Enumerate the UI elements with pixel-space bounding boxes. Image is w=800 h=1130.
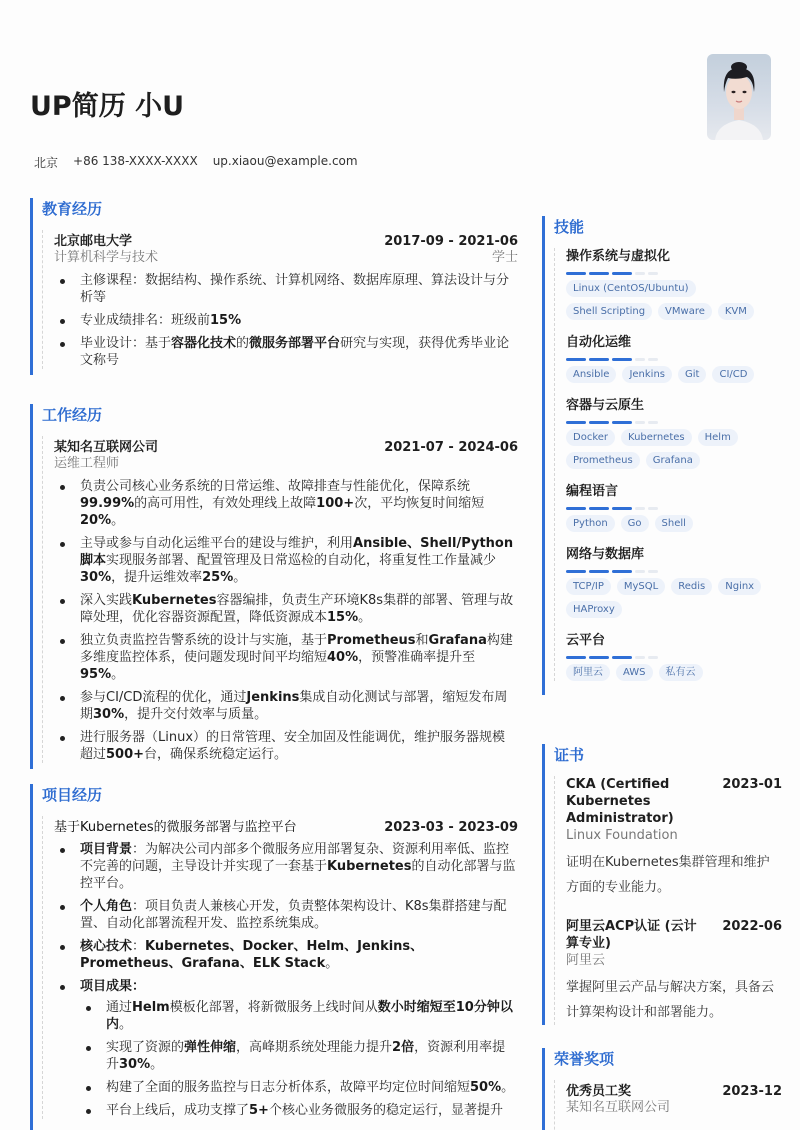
list-item: 核心技术：Kubernetes、Docker、Helm、Jenkins、Prometheus、Grafana、ELK Stack。 <box>54 938 518 972</box>
job-role: 运维工程师 <box>54 456 120 471</box>
skill-group <box>566 397 782 469</box>
contact-phone: +86 138-XXXX-XXXX <box>73 154 198 168</box>
skill-level-indicator <box>566 656 782 659</box>
skill-group <box>566 248 782 320</box>
certificate-description: 掌握阿里云产品与解决方案，具备云计算架构设计和部署能力。 <box>566 980 775 1020</box>
list-item: 主导或参与自动化运维平台的建设与维护，利用Ansible、Shell/Python脚本实现服务部署、配置管理及日常巡检的自动化，将重复性工作量减少30%，提升运维效率25%。 <box>54 535 518 586</box>
skill-group <box>566 546 782 618</box>
contact-info <box>34 154 358 171</box>
skill-tags <box>566 578 782 618</box>
level-bar <box>589 656 609 659</box>
skill-tag: Python <box>566 515 615 532</box>
level-bar <box>589 358 609 361</box>
skill-tag: Ansible <box>566 366 616 383</box>
certificate-date: 2022-06 <box>722 919 782 934</box>
school-name: 北京邮电大学 <box>54 234 133 249</box>
skill-tag: 私有云 <box>659 664 703 681</box>
skill-level-indicator <box>566 507 782 510</box>
portrait-image <box>707 54 771 140</box>
award-date: 2023-12 <box>722 1084 782 1099</box>
level-bar <box>612 507 632 510</box>
skill-tag: Shell Scripting <box>566 303 652 320</box>
skill-tag: Redis <box>671 578 712 595</box>
section-title: 技能 <box>554 218 585 236</box>
skill-tag: Nginx <box>718 578 761 595</box>
skill-tag: KVM <box>718 303 754 320</box>
award-name: 优秀员工奖 <box>566 1084 632 1099</box>
skill-tag: Git <box>678 366 706 383</box>
list-item: 实现了资源的弹性伸缩，高峰期系统处理能力提升2倍，资源利用率提升30%。 <box>80 1039 518 1073</box>
skill-tag: HAProxy <box>566 601 622 618</box>
certificate-name: CKA (Certified Kubernetes Administrator) <box>566 777 674 826</box>
skill-tags <box>566 664 782 681</box>
list-item: 平台上线后，成功支撑了5+个核心业务微服务的稳定运行，显著提升 <box>80 1102 518 1119</box>
section-skills <box>542 216 782 695</box>
level-bar <box>589 507 609 510</box>
major: 计算机科学与技术 <box>54 250 159 265</box>
skill-tags <box>566 429 782 469</box>
skill-group <box>566 334 782 383</box>
certificate-issuer: Linux Foundation <box>566 828 678 843</box>
project-date: 2023-03 - 2023-09 <box>384 820 518 835</box>
level-bar <box>566 358 586 361</box>
resume-header <box>30 84 184 123</box>
list-item: 通过Helm模板化部署，将新微服务上线时间从数小时缩短至10分钟以内。 <box>80 999 518 1033</box>
section-projects <box>30 784 518 1130</box>
list-item <box>54 978 518 1119</box>
skill-tags <box>566 515 782 532</box>
list-item: 深入实践Kubernetes容器编排，负责生产环境K8s集群的部署、管理与故障处理，优化容器资源配置，降低资源成本15%。 <box>54 592 518 626</box>
awards-list <box>554 1080 782 1130</box>
certificate-date: 2023-01 <box>722 777 782 792</box>
level-bar <box>648 272 658 275</box>
contact-email: up.xiaou@example.com <box>212 154 358 168</box>
level-bar <box>635 421 645 424</box>
list-item: 专业成绩排名：班级前15% <box>54 312 518 329</box>
results-bullets <box>80 999 518 1119</box>
skill-tag: Helm <box>698 429 738 446</box>
skill-tag: Shell <box>655 515 693 532</box>
skill-group-name: 编程语言 <box>566 484 619 499</box>
certificate-item <box>566 918 782 1025</box>
work-entry <box>42 436 518 763</box>
section-title: 荣誉奖项 <box>554 1050 615 1068</box>
education-date: 2017-09 - 2021-06 <box>384 234 518 249</box>
certificates-list <box>554 776 782 1025</box>
level-bar <box>612 421 632 424</box>
level-bar <box>635 570 645 573</box>
skill-group-name: 自动化运维 <box>566 335 632 350</box>
skill-group-name: 云平台 <box>566 633 606 648</box>
level-bar <box>648 570 658 573</box>
work-bullets <box>54 478 518 763</box>
skill-tag: Linux (CentOS/Ubuntu) <box>566 280 696 297</box>
list-item: 毕业设计：基于容器化技术的微服务部署平台研究与实现，获得优秀毕业论文称号 <box>54 335 518 369</box>
skill-group-name: 网络与数据库 <box>566 547 645 562</box>
profile-photo <box>707 54 771 140</box>
skill-level-indicator <box>566 421 782 424</box>
section-title: 教育经历 <box>42 200 103 218</box>
level-bar <box>612 358 632 361</box>
section-title: 证书 <box>554 746 585 764</box>
level-bar <box>589 570 609 573</box>
certificate-description: 证明在Kubernetes集群管理和维护方面的专业能力。 <box>566 855 770 895</box>
skills-list <box>554 248 782 681</box>
skill-tag: Grafana <box>646 452 700 469</box>
section-title: 项目经历 <box>42 786 103 804</box>
list-item: 参与CI/CD流程的优化，通过Jenkins集成自动化测试与部署，缩短发布周期30%，提升交付效率与质量。 <box>54 689 518 723</box>
level-bar <box>566 570 586 573</box>
work-date: 2021-07 - 2024-06 <box>384 440 518 455</box>
section-certificates <box>542 744 782 1025</box>
level-bar <box>612 570 632 573</box>
section-education <box>30 198 518 375</box>
skill-tag: MySQL <box>617 578 665 595</box>
skill-tag: Prometheus <box>566 452 640 469</box>
level-bar <box>566 272 586 275</box>
skill-tag: 阿里云 <box>566 664 610 681</box>
level-bar <box>648 507 658 510</box>
section-title: 工作经历 <box>42 406 103 424</box>
award-organization: 某知名互联网公司 <box>566 1100 671 1115</box>
contact-location: 北京 <box>34 156 59 170</box>
section-awards <box>542 1048 782 1130</box>
skill-group-name: 操作系统与虚拟化 <box>566 249 671 264</box>
skill-level-indicator <box>566 570 782 573</box>
level-bar <box>589 272 609 275</box>
list-item: 进行服务器（Linux）的日常管理、安全加固及性能调优，维护服务器规模超过500+台，确保系统稳定运行。 <box>54 729 518 763</box>
list-item: 个人角色：项目负责人兼核心开发，负责整体架构设计、K8s集群搭建与配置、自动化部署流程开发、监控系统集成。 <box>54 898 518 932</box>
list-item: 构建了全面的服务监控与日志分析体系，故障平均定位时间缩短50%。 <box>80 1079 518 1096</box>
level-bar <box>635 358 645 361</box>
skill-level-indicator <box>566 358 782 361</box>
certificate-issuer: 阿里云 <box>566 953 606 968</box>
education-entry <box>42 230 518 369</box>
skill-tags <box>566 280 782 320</box>
list-item: 独立负责监控告警系统的设计与实施，基于Prometheus和Grafana构建多维度监控体系，使问题发现时间平均缩短40%，预警准确率提升至95%。 <box>54 632 518 683</box>
section-work <box>30 404 518 769</box>
degree: 学士 <box>491 250 518 265</box>
skill-tag: CI/CD <box>712 366 754 383</box>
list-item: 主修课程：数据结构、操作系统、计算机网络、数据库原理、算法设计与分析等 <box>54 272 518 306</box>
company-name: 某知名互联网公司 <box>54 440 159 455</box>
project-name: 基于Kubernetes的微服务部署与监控平台 <box>54 820 297 835</box>
skill-tag: AWS <box>616 664 653 681</box>
project-bullets <box>54 841 518 1119</box>
skill-tags <box>566 366 782 383</box>
level-bar <box>566 656 586 659</box>
list-item: 负责公司核心业务系统的日常运维、故障排查与性能优化，保障系统99.99%的高可用性，有效处理线上故障100+次，平均恢复时间缩短20%。 <box>54 478 518 529</box>
certificate-item <box>566 776 782 900</box>
skill-group-name: 容器与云原生 <box>566 398 645 413</box>
skill-tag: Jenkins <box>622 366 672 383</box>
level-bar <box>648 421 658 424</box>
level-bar <box>612 272 632 275</box>
results-label: 项目成果： <box>80 979 146 994</box>
level-bar <box>635 507 645 510</box>
skill-tag: Docker <box>566 429 615 446</box>
level-bar <box>566 421 586 424</box>
candidate-name: UP简历 小U <box>30 91 185 122</box>
skill-level-indicator <box>566 272 782 275</box>
skill-tag: Go <box>621 515 649 532</box>
education-bullets <box>54 272 518 369</box>
skill-tag: VMware <box>658 303 712 320</box>
skill-tag: TCP/IP <box>566 578 611 595</box>
list-item: 项目背景：为解决公司内部多个微服务应用部署复杂、资源利用率低、监控不完善的问题，主导设计并实现了一套基于Kubernetes的自动化部署与监控平台。 <box>54 841 518 892</box>
project-entry <box>42 816 518 1119</box>
level-bar <box>566 507 586 510</box>
level-bar <box>635 656 645 659</box>
level-bar <box>635 272 645 275</box>
level-bar <box>589 421 609 424</box>
skill-group <box>566 483 782 532</box>
level-bar <box>648 358 658 361</box>
skill-group <box>566 632 782 681</box>
level-bar <box>612 656 632 659</box>
certificate-name: 阿里云ACP认证 (云计算专业) <box>566 919 697 951</box>
skill-tag: Kubernetes <box>621 429 692 446</box>
level-bar <box>648 656 658 659</box>
